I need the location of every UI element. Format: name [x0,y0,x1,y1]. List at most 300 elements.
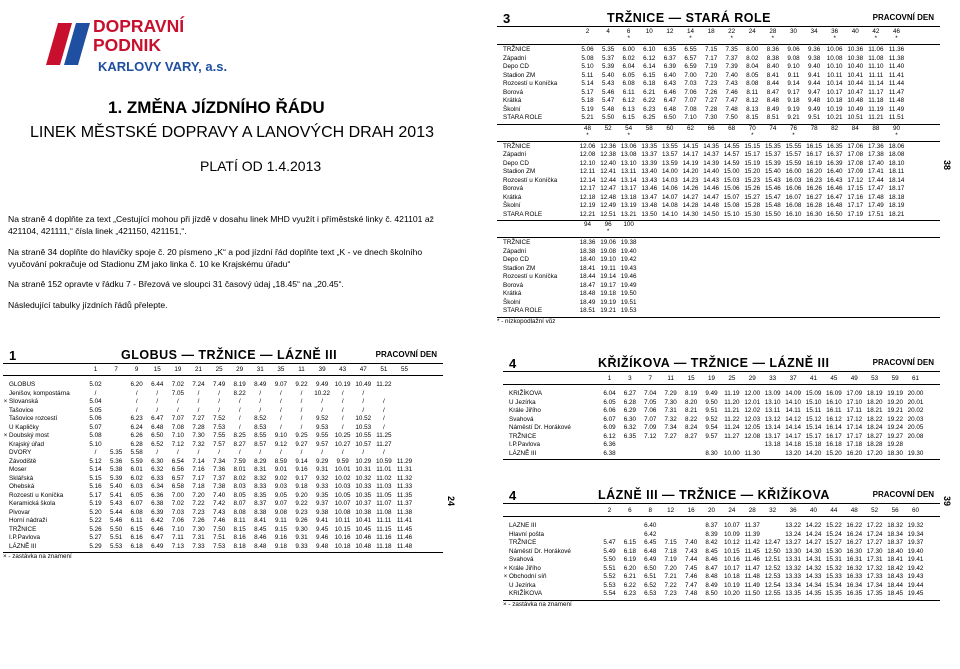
time-cell: / [259,398,262,405]
time-cell: 7.52 [212,415,226,422]
trip-number: 33 [769,375,777,382]
header-rule [503,371,940,372]
time-cell: 13.33 [785,573,801,580]
time-cell: 9.49 [315,381,329,388]
time-cell: 8.40 [766,63,780,70]
time-cell: 16.10 [826,398,842,406]
time-cell: 15.34 [826,581,842,589]
time-cell: 6.52 [644,581,657,589]
time-cell: 10.47 [847,88,864,96]
time-cell: / [177,449,179,456]
time-cell: 18.43 [887,573,903,580]
time-cell: 11.18 [868,97,884,104]
time-cell: 12.41 [600,168,616,175]
time-cell: 16.27 [846,539,863,546]
time-cell: 7.34 [664,424,677,431]
time-cell: 8.38 [254,508,267,516]
table-header [497,10,940,26]
time-cell: 6.12 [622,97,635,104]
time-cell: 6.26 [130,432,143,439]
time-cell: / [280,389,282,397]
time-cell: 10.18 [724,573,740,580]
time-cell: 6.15 [623,539,637,546]
time-cell: 15.39 [765,159,781,167]
time-cell: 11.38 [888,54,905,62]
stop-name: Krátká [503,290,522,297]
trip-number: 61 [911,375,919,382]
time-cell: 10.19 [334,381,351,388]
time-cell: 5.39 [109,474,123,482]
trip-number: 52 [871,507,879,514]
time-cell: 5.43 [109,500,123,507]
low-floor-mark: * [833,35,836,42]
trip-number: 37 [789,375,797,382]
header-rule [3,363,443,364]
time-cell: 13.46 [641,185,658,192]
table-row [503,407,940,415]
time-cell: 18.42 [887,564,903,572]
time-cell: 15.57 [785,151,802,158]
time-cell: 9.06 [787,46,800,53]
time-cell: 8.27 [233,440,246,448]
time-cell: 9.45 [315,525,329,533]
time-cell: 6.00 [622,46,635,53]
time-cell: / [362,398,365,405]
time-cell: / [259,389,262,397]
stop-name: Horní nádraží [9,517,48,524]
time-cell: 7.30 [192,432,205,439]
time-cell: / [135,389,138,397]
time-cell: 5.39 [601,63,615,70]
time-cell: 5.06 [581,46,594,53]
time-cell: 16.35 [846,590,863,597]
time-cell: 7.32 [664,415,677,423]
time-cell: 9.48 [807,97,821,104]
time-cell: 7.00 [684,71,697,79]
stop-name: Krále Jiřího [509,564,541,572]
time-cell: 16.08 [785,202,802,209]
time-cell: 11.50 [744,590,760,597]
time-cell: 19.40 [620,247,637,255]
trip-number: 9 [134,366,139,373]
time-cell: 17.17 [846,432,863,440]
time-cell: 10.05 [334,491,351,499]
trips-rule [497,141,940,142]
time-cell: 6.56 [171,466,185,473]
time-cell: 15.33 [826,573,842,580]
time-cell: 7.36 [212,466,226,473]
stop-name: U Jezírka [509,398,536,406]
time-cell: 11.38 [396,508,413,516]
time-cell: 5.15 [89,474,102,482]
trip-number: 88 [872,124,880,132]
time-cell: 5.54 [603,590,616,597]
time-cell: 15.47 [765,193,781,201]
time-cell: 19.19 [887,390,903,397]
line-number: 4 [509,356,517,371]
trip-number: 29 [748,375,756,382]
time-cell: 14.24 [805,530,822,538]
time-cell: 10.49 [847,105,864,113]
time-cell: 6.14 [643,63,656,70]
time-cell: 11.49 [888,105,905,113]
time-cell: 6.30 [623,415,637,423]
low-floor-mark: * [627,35,630,42]
time-cell: 7.05 [171,389,185,397]
time-cell: 13.21 [620,210,637,218]
time-cell: 7.05 [644,398,657,406]
time-cell: 19.27 [887,432,903,440]
time-cell: 10.21 [826,114,843,121]
time-cell: 12.49 [600,202,616,209]
time-cell: 16.32 [846,564,863,572]
time-cell: 19.41 [907,556,924,563]
time-cell: / [197,406,200,414]
time-cell: 6.23 [623,590,637,597]
time-cell: 14.43 [703,176,719,184]
stop-name: Hlavní pošta [509,530,545,538]
time-cell: 11.48 [744,573,760,580]
time-cell: 15.18 [805,441,822,448]
time-cell: 14.46 [703,185,719,192]
time-cell: 5.12 [89,457,102,465]
time-cell: 11.08 [376,508,392,516]
time-cell: 15.10 [805,398,822,406]
stop-name: Západní [503,54,527,62]
time-cell: 6.38 [603,449,616,457]
time-cell: 5.18 [581,97,594,104]
table-row [497,80,940,88]
time-cell: 5.19 [89,500,102,507]
time-cell: 8.47 [705,564,718,572]
time-cell: 8.04 [746,63,759,70]
time-cell: / [280,423,282,431]
low-floor-mark: * [751,131,754,139]
time-cell: 12.03 [744,415,761,423]
time-cell: 6.40 [644,522,657,529]
time-cell: 18.11 [888,168,905,175]
time-cell: 16.03 [785,176,802,184]
table-row [3,492,443,500]
time-cell: 19.24 [887,424,903,431]
timetable-line-3 [497,10,940,325]
time-cell: 6.18 [643,80,656,87]
time-cell: 11.39 [744,530,760,538]
time-cell: 13.12 [764,415,781,423]
time-cell: 7.20 [664,564,677,572]
time-cell: 9.21 [787,114,800,121]
time-cell: 5.02 [89,381,102,388]
time-cell: / [300,423,303,431]
time-cell: / [383,449,385,456]
time-cell: 17.38 [868,151,884,158]
time-cell: 5.53 [109,542,123,550]
time-cell: 20.01 [907,398,924,406]
time-cell: 16.23 [806,176,822,184]
time-cell: 9.51 [807,114,821,121]
trip-number: 47 [359,366,367,373]
time-cell: 11.14 [868,80,884,87]
stop-name: Borová [503,185,523,192]
time-cell: 10.35 [355,491,372,499]
time-cell: 9.29 [315,457,329,465]
table-row [497,168,940,176]
time-cell: 16.20 [806,168,822,175]
time-cell: 11.27 [376,440,392,448]
low-floor-mark: * [895,131,898,139]
time-cell: 7.12 [171,440,185,448]
time-cell: / [94,449,97,456]
time-cell: 6.35 [663,46,677,53]
time-cell: 7.37 [212,474,226,482]
time-cell: 6.35 [623,432,637,440]
stop-name: Doubský most [9,432,49,439]
time-cell: 8.53 [254,423,267,431]
time-cell: 8.45 [705,547,718,555]
heading-lines: LINEK MĚSTSKÉ DOPRAVY A LANOVÝCH DRAH 2013 [30,124,434,141]
time-cell: / [341,415,344,422]
time-cell: 17.15 [847,185,864,192]
time-cell: 15.14 [805,424,822,431]
time-cell: 11.51 [888,114,905,121]
time-cell: 19.30 [907,449,924,457]
time-cell: 7.37 [725,54,738,62]
time-cell: 7.30 [664,398,677,406]
time-cell: 11.47 [744,564,760,572]
time-cell: 14.59 [723,159,740,167]
table-row [497,239,940,247]
time-cell: 11.31 [396,466,413,473]
time-cell: 9.49 [705,390,718,397]
table-row [3,432,443,440]
time-cell: 12.18 [579,193,596,201]
time-cell: 7.19 [664,556,677,563]
time-cell: 6.53 [644,590,657,597]
trip-number: 78 [810,124,818,132]
time-cell: 6.48 [644,547,657,555]
time-cell: 7.10 [684,114,697,121]
time-cell: 12.00 [744,390,761,397]
time-cell: 12.02 [744,407,761,414]
time-cell: / [362,406,365,414]
stop-name: Slovanská [9,398,39,405]
trip-number: 7 [648,375,653,382]
time-cell: 8.35 [254,491,267,499]
time-cell: 15.31 [826,556,842,563]
time-cell: 9.10 [787,63,800,70]
time-cell: 6.21 [623,573,637,580]
time-cell: 18.32 [887,522,903,529]
stop-name: Tašovice rozcestí [9,415,58,422]
table-row [3,509,443,517]
time-cell: 17.20 [866,449,883,457]
stop-mark: × [3,432,8,439]
trip-number: 15 [153,366,161,373]
time-cell: 17.36 [868,142,884,150]
time-cell: 7.30 [192,525,205,533]
time-cell: 12.36 [600,142,616,150]
stop-name: DVORY [9,449,32,456]
time-cell: 9.31 [295,534,308,541]
time-cell: 17.18 [846,441,863,448]
time-cell: 11.06 [868,46,884,53]
time-cell: 7.12 [644,432,657,440]
time-cell: 11.07 [376,500,392,507]
time-cell: 14.30 [682,210,699,218]
time-cell: 14.57 [723,151,740,158]
time-cell: 14.27 [805,539,822,546]
table-title: GLOBUS — TRŽNICE — LÁZNĚ III [121,348,338,362]
time-cell: 12.47 [600,185,616,192]
time-cell: 19.19 [600,298,616,306]
block-rule [497,317,940,318]
time-cell: 16.22 [846,522,863,529]
table-row [3,517,443,525]
time-cell: / [341,389,344,397]
time-cell: 9.14 [787,80,800,87]
table-row [3,500,443,508]
time-cell: / [238,423,241,431]
time-cell: 17.19 [847,210,864,218]
time-cell: 14.12 [785,415,801,423]
trip-number: 46 [892,28,900,35]
time-cell: 10.15 [334,525,351,533]
time-cell: 15.22 [826,522,842,529]
trip-number: 36 [831,28,839,35]
time-cell: / [362,389,365,397]
time-cell: 7.53 [212,423,226,431]
time-cell: 12.44 [600,176,616,184]
low-floor-mark: * [606,228,610,235]
time-cell: / [197,398,200,405]
time-cell: 14.50 [703,210,719,218]
time-cell: 11.48 [888,97,905,104]
time-cell: 5.59 [130,457,143,465]
trip-number: 28 [748,507,756,514]
time-cell: 6.29 [623,407,637,414]
time-cell: 9.38 [807,54,821,62]
time-cell: 6.58 [171,483,185,490]
time-cell: 9.30 [295,525,308,533]
time-cell: 7.27 [192,415,205,422]
time-cell: 9.41 [315,517,329,524]
time-cell: 13.17 [764,432,781,440]
time-cell: 9.33 [295,542,308,550]
table-title: TRŽNICE — STARÁ ROLE [607,11,771,25]
time-cell: 6.43 [663,80,677,87]
time-cell: 10.59 [376,457,392,465]
time-cell: 6.27 [623,390,637,397]
time-cell: 9.36 [807,46,821,53]
time-cell: 16.40 [826,168,843,175]
time-cell: 18.41 [887,556,903,563]
time-cell: 12.47 [764,539,781,546]
time-cell: 12.01 [744,398,761,406]
time-cell: 12.19 [579,202,596,209]
time-cell: 8.02 [233,474,246,482]
table-row [503,590,940,598]
time-cell: 7.46 [684,573,698,580]
time-cell: 7.22 [664,581,677,589]
time-cell: 6.15 [130,525,143,533]
stop-name: Jenišov, kompostárna [9,389,70,397]
trip-number: 62 [686,124,694,132]
time-cell: 6.32 [151,466,164,473]
time-cell: 8.03 [233,483,246,490]
trip-number: 39 [318,366,326,373]
time-cell: 12.51 [600,210,616,218]
time-cell: 6.28 [130,440,143,448]
table-row [3,483,443,491]
time-cell: 8.33 [254,483,267,490]
time-cell: 16.18 [826,441,842,448]
table-header [503,355,940,371]
time-cell: 7.08 [684,105,697,113]
time-cell: 7.10 [171,525,185,533]
trip-number: 11 [298,366,305,373]
time-cell: 12.08 [579,151,596,158]
trip-number: 2 [585,28,590,35]
time-cell: 6.47 [663,97,677,104]
time-cell: 7.03 [171,508,185,516]
time-cell: 7.28 [704,105,718,113]
table-row [503,399,940,407]
time-cell: 17.49 [868,202,884,209]
trip-number: 10 [645,28,653,35]
time-cell: 5.06 [89,415,102,422]
time-cell: 10.12 [724,539,740,546]
day-badge: PRACOVNÍ DEN [872,358,934,367]
time-cell: 5.58 [130,449,143,456]
time-cell: / [321,406,323,414]
time-cell: 6.33 [151,474,164,482]
time-cell: 11.18 [376,542,392,550]
time-cell: 5.36 [109,457,123,465]
time-cell: 6.48 [151,423,164,431]
time-cell: 8.01 [233,466,246,473]
stop-name: Krále Jiřího [509,407,541,414]
time-cell: 8.19 [233,381,246,388]
time-cell: 16.17 [826,432,842,440]
stop-name: Borová [503,281,523,289]
time-cell: 14.48 [703,202,719,209]
time-cell: 15.35 [765,142,781,150]
time-cell: 9.23 [295,508,308,516]
low-floor-mark: * [730,35,733,42]
time-cell: 6.07 [603,415,616,423]
stop-name: LÁZNĚ III [509,449,537,457]
time-cell: 18.36 [579,239,596,246]
stop-name: Stadion ZM [503,264,536,272]
time-cell: 14.35 [703,142,719,150]
time-cell: 14.17 [785,432,801,440]
footnote: * - nízkopodlažní vůz [497,317,556,325]
time-cell: 10.25 [334,432,351,439]
time-cell: 17.51 [868,210,884,218]
time-cell: 10.49 [355,381,372,388]
time-cell: 10.20 [724,590,740,597]
time-cell: 7.43 [212,508,226,516]
table-row [3,526,443,534]
time-cell: 6.47 [151,534,164,541]
low-floor-mark: * [586,131,589,139]
stop-name: LAZNE III [509,522,537,529]
time-cell: 7.07 [644,415,657,423]
time-cell: 13.40 [641,168,658,175]
trip-number: 12 [667,507,675,514]
trip-number: 55 [400,366,408,373]
time-cell: 14.09 [785,390,801,397]
